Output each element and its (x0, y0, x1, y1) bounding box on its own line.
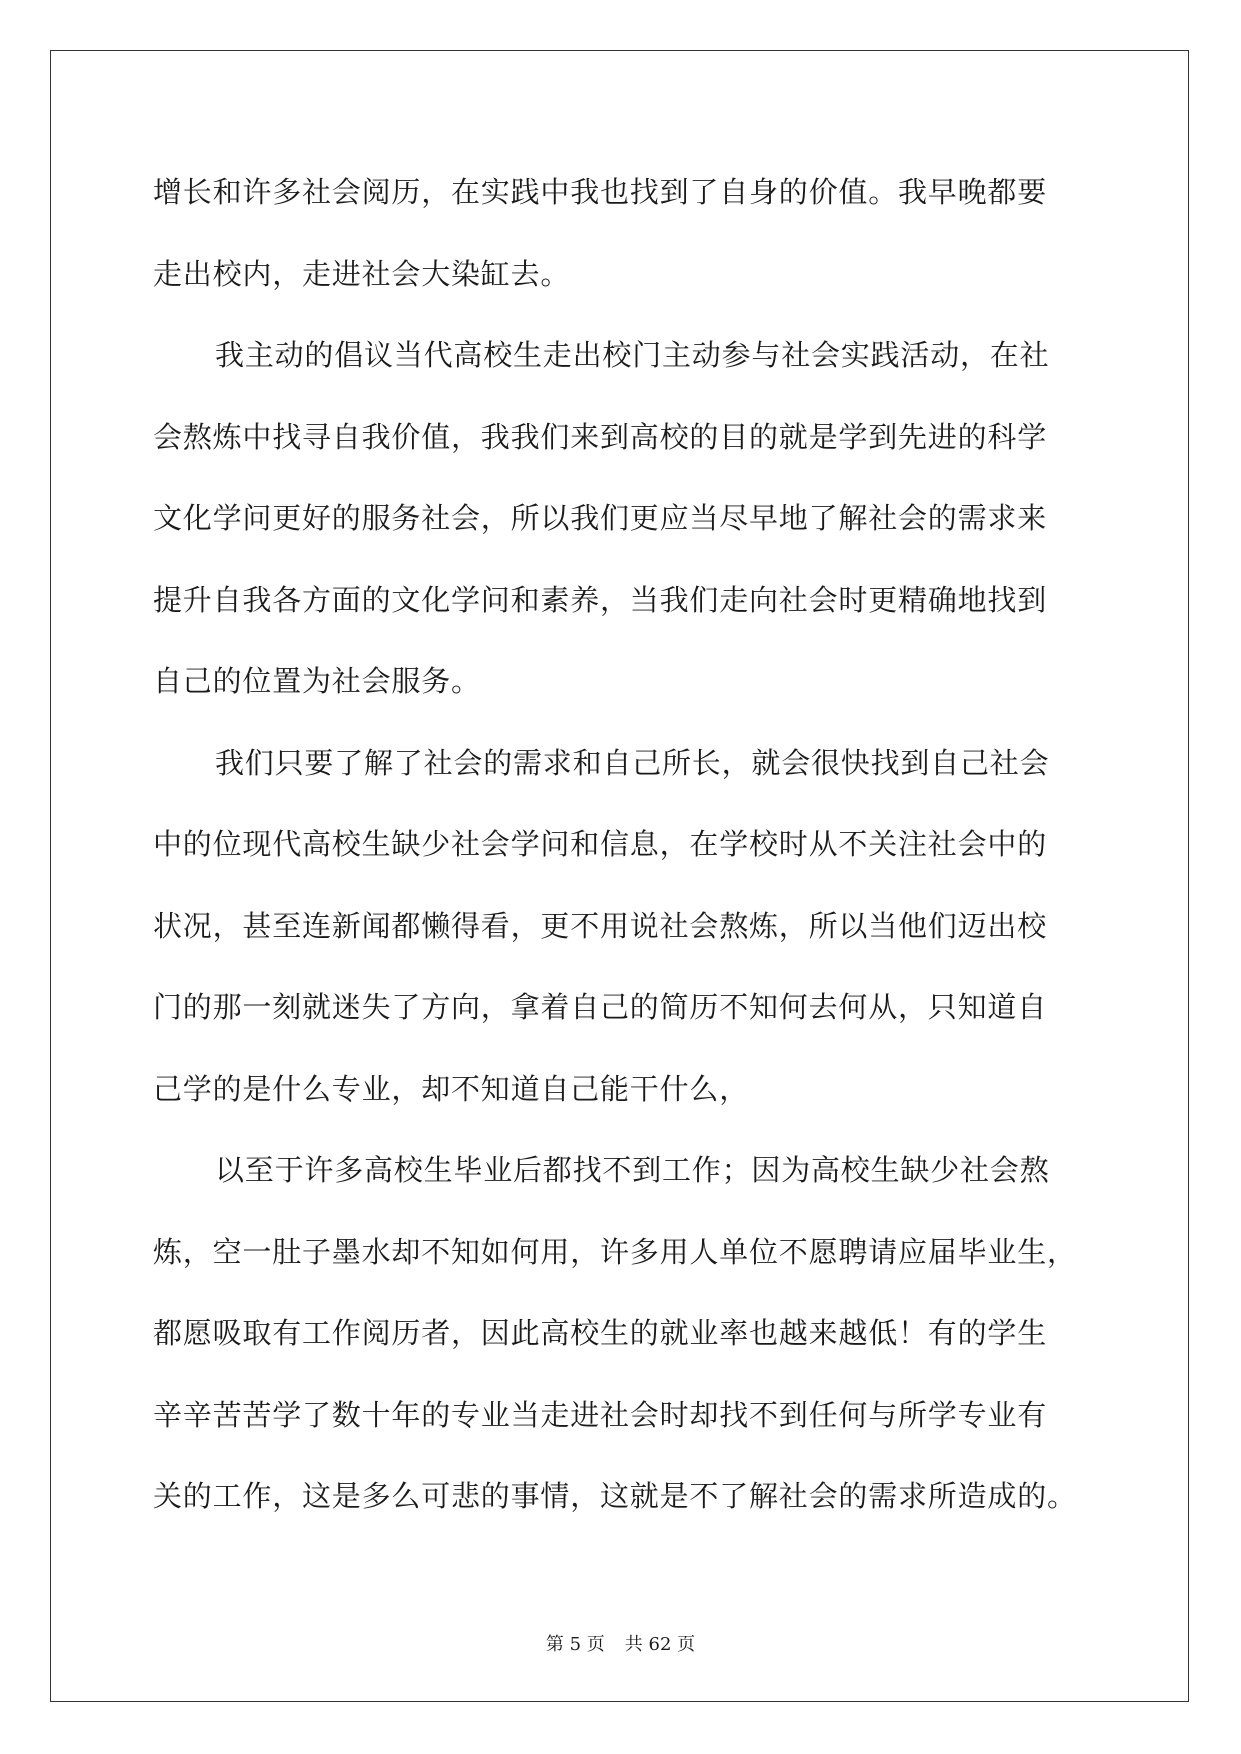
paragraph-line: 门的那一刻就迷失了方向，拿着自己的简历不知何去何从，只知道自 (153, 990, 1048, 1024)
paragraph-line: 都愿吸取有工作阅历者，因此高校生的就业率也越来越低！有的学生 (153, 1316, 1048, 1350)
paragraph-line: 走出校内，走进社会大染缸去。 (153, 256, 571, 291)
page-footer (0, 1630, 1241, 1656)
paragraph-line: 关的工作，这是多么可悲的事情，这就是不了解社会的需求所造成的。 (153, 1479, 1077, 1513)
paragraph-line: 提升自我各方面的文化学问和素养，当我们走向社会时更精确地找到 (153, 582, 1048, 617)
paragraph-line: 中的位现代高校生缺少社会学问和信息，在学校时从不关注社会中的 (153, 827, 1048, 861)
paragraph-line: 会熬炼中找寻自我价值，我我们来到高校的目的就是学到先进的科学 (153, 419, 1048, 454)
document-body (153, 152, 1103, 1538)
paragraph-line: 辛辛苦苦学了数十年的专业当走进社会时却找不到任何与所学专业有 (153, 1397, 1048, 1432)
page-number: 第 5 页 (545, 1634, 605, 1655)
page-total: 共 62 页 (624, 1634, 696, 1655)
paragraph-line: 我主动的倡议当代高校生走出校门主动参与社会实践活动，在社 (215, 338, 1050, 372)
paragraph-line: 以至于许多高校生毕业后都找不到工作；因为高校生缺少社会熬 (215, 1153, 1050, 1187)
paragraph-line: 我们只要了解了社会的需求和自己所长，就会很快找到自己社会 (215, 745, 1050, 780)
paragraph-line: 自己的位置为社会服务。 (153, 664, 481, 698)
paragraph-line: 己学的是什么专业，却不知道自己能干什么， (153, 1071, 750, 1106)
paragraph-line: 增长和许多社会阅历，在实践中我也找到了自身的价值。我早晚都要 (153, 175, 1048, 209)
paragraph-line: 文化学问更好的服务社会，所以我们更应当尽早地了解社会的需求来 (153, 501, 1048, 535)
paragraph-line: 状况，甚至连新闻都懒得看，更不用说社会熬炼，所以当他们迈出校 (153, 908, 1048, 943)
paragraph-line: 炼，空一肚子墨水却不知如何用，许多用人单位不愿聘请应届毕业生， (153, 1234, 1077, 1269)
